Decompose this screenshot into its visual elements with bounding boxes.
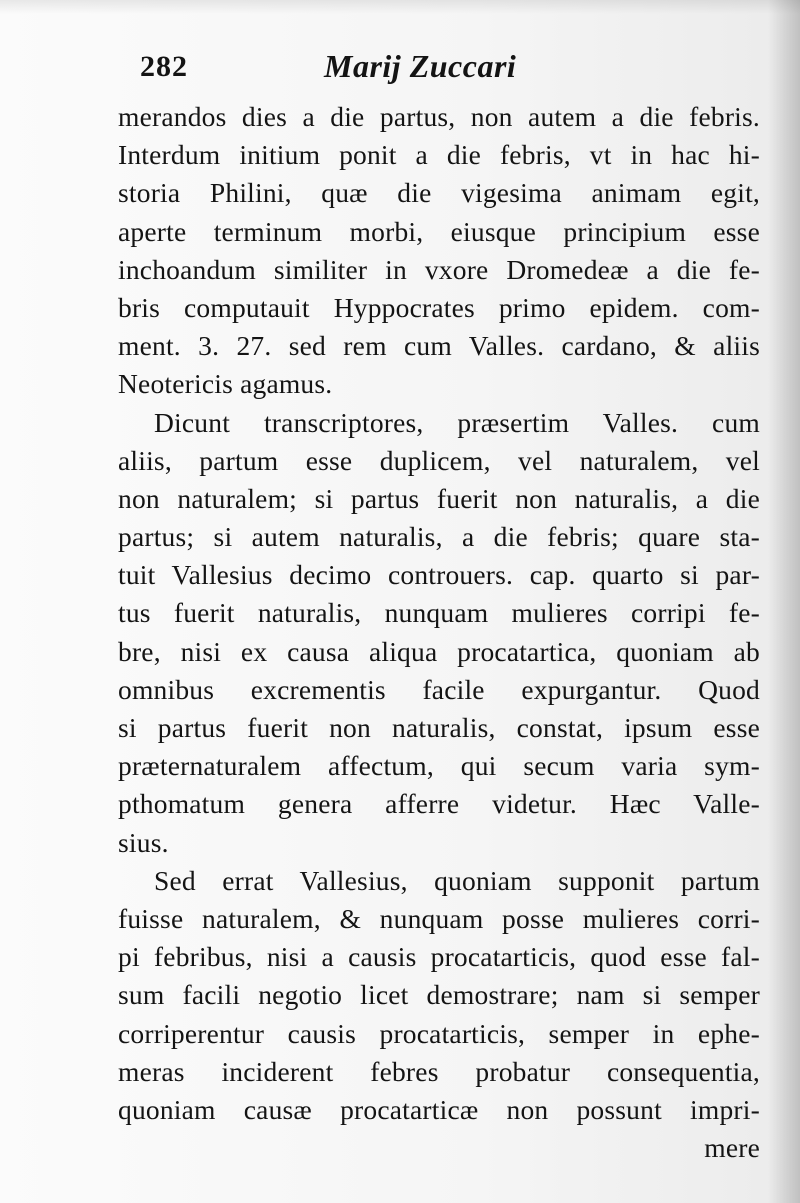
page-number: 282 <box>140 50 188 83</box>
page-header <box>118 42 758 92</box>
text-line: non naturalem; si partus fuerit non naturalis, a die <box>118 482 760 514</box>
text-line: Sed errat Vallesius, quoniam supponit partum <box>154 864 760 896</box>
text-line: storia Philini, quæ die vigesima animam egit, <box>118 177 760 209</box>
text-line: aperte terminum morbi, eiusque principium esse <box>118 215 760 247</box>
text-line: præternaturalem affectum, qui secum varia sym- <box>118 750 760 782</box>
text-line: Interdum initium ponit a die febris, vt in hac hi- <box>118 139 760 171</box>
text-line: sius. <box>118 826 169 858</box>
text-line: bris computauit Hyppocrates primo epidem. com- <box>118 291 760 323</box>
body-text <box>118 98 760 1167</box>
text-line: merandos dies a die partus, non autem a die febris. <box>118 101 760 132</box>
text-line: Neotericis agamus. <box>118 368 333 400</box>
text-line: pi febribus, nisi a causis procatarticis, quod esse fal- <box>118 941 760 973</box>
text-line: corriperentur causis procatarticis, semper in ephe- <box>118 1017 760 1049</box>
text-line: omnibus excrementis facile expurgantur. Quod <box>118 673 760 705</box>
text-line: fuisse naturalem, & nunquam posse mulieres corri- <box>118 902 760 934</box>
text-line: inchoandum similiter in vxore Dromedeæ a die fe- <box>118 253 760 285</box>
text-line: sum facili negotio licet demostrare; nam si semper <box>118 979 760 1011</box>
page-top-edge <box>0 0 800 14</box>
text-line: si partus fuerit non naturalis, constat, ipsum esse <box>118 712 760 743</box>
text-line: tus fuerit naturalis, nunquam mulieres corripi fe- <box>118 597 760 629</box>
text-line: bre, nisi ex causa aliqua procatartica, quoniam ab <box>118 635 760 667</box>
text-line: quoniam causæ procatarticæ non possunt impri- <box>118 1093 760 1125</box>
text-line: ment. 3. 27. sed rem cum Valles. cardano, & aliis <box>118 330 760 362</box>
text-line: partus; si autem naturalis, a die febris; quare sta- <box>118 521 760 553</box>
text-line: pthomatum genera afferre videtur. Hæc Valle- <box>118 788 760 820</box>
text-line: meras inciderent febres probatur consequentia, <box>118 1055 760 1087</box>
text-line: Dicunt transcriptores, præsertim Valles. cum <box>154 406 760 438</box>
text-line: aliis, partum esse duplicem, vel naturalem, vel <box>118 444 760 476</box>
page-gutter-shadow <box>768 0 800 1203</box>
catchword: mere <box>704 1132 760 1164</box>
running-title: Marij Zuccari <box>324 48 517 84</box>
text-line: tuit Vallesius decimo controuers. cap. quarto si par- <box>118 559 760 591</box>
